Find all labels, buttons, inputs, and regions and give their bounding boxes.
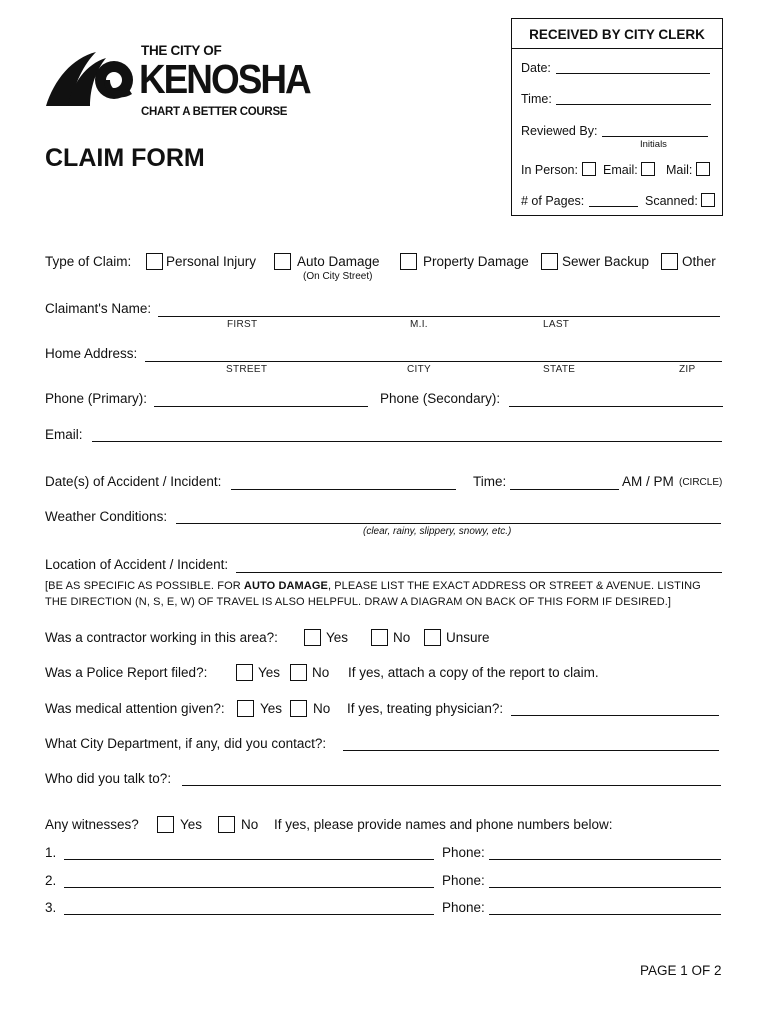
auto-damage-note: (On City Street) [303,271,373,282]
weather-field[interactable] [176,523,721,524]
location-instructions-c: , PLEASE LIST THE EXACT ADDRESS OR STREET & AVENUE. LISTING [327,580,701,592]
claimant-mi-sublabel: M.I. [410,319,428,330]
witness-3-phone-label: Phone: [442,900,485,915]
received-by-clerk-box [511,18,723,216]
witness-1-phone-label: Phone: [442,845,485,860]
address-street-sublabel: STREET [226,364,268,375]
location-field[interactable] [236,572,722,573]
accident-time-label: Time: [473,474,507,489]
kenosha-logo-mark-icon [44,50,134,108]
page-title: CLAIM FORM [45,144,205,172]
department-contact-field[interactable] [343,750,719,751]
clerk-date-field[interactable] [556,73,710,74]
police-no-checkbox[interactable] [290,664,307,681]
location-instructions-line2: THE DIRECTION (N, S, E, W) OF TRAVEL IS ALSO HELPFUL. DRAW A DIAGRAM ON BACK OF THIS FORM IF DESIRED.] [45,596,672,608]
witness-3-name-field[interactable] [64,914,434,915]
contractor-no-checkbox[interactable] [371,629,388,646]
contractor-unsure-label: Unsure [446,630,490,645]
talked-to-field[interactable] [182,785,721,786]
accident-time-field[interactable] [510,489,619,490]
witnesses-yes-label: Yes [180,817,203,832]
contractor-no-label: No [393,630,411,645]
claimant-name-field[interactable] [158,316,720,317]
medical-physician-label: If yes, treating physician?: [347,701,504,716]
location-instructions-auto-damage: AUTO DAMAGE [243,580,328,592]
medical-no-label: No [313,701,331,716]
home-address-label: Home Address: [45,346,138,361]
contractor-yes-checkbox[interactable] [304,629,321,646]
witnesses-no-label: No [241,817,259,832]
claimant-last-sublabel: LAST [543,319,570,330]
contractor-yes-label: Yes [326,630,349,645]
medical-physician-field[interactable] [511,715,719,716]
claimant-first-sublabel: FIRST [227,319,258,330]
clerk-initials-label: Initials [640,139,667,150]
location-instructions-line1 [45,580,701,592]
clerk-in-person-checkbox[interactable] [582,162,596,176]
am-pm-circle-note: (CIRCLE) [679,477,723,488]
medical-no-checkbox[interactable] [290,700,307,717]
witness-row-number: 2. [45,873,57,888]
clerk-email-checkbox[interactable] [641,162,655,176]
location-label: Location of Accident / Incident: [45,557,229,572]
clerk-mail-checkbox[interactable] [696,162,710,176]
witnesses-yes-checkbox[interactable] [157,816,174,833]
claim-type-auto-damage-checkbox[interactable] [274,253,291,270]
clerk-time-label: Time: [521,92,552,106]
am-pm-label: AM / PM [622,474,674,489]
claimant-name-label: Claimant's Name: [45,301,152,316]
police-report-question-label: Was a Police Report filed?: [45,665,208,680]
medical-yes-checkbox[interactable] [237,700,254,717]
weather-label: Weather Conditions: [45,509,168,524]
claim-type-other-label: Other [682,254,716,269]
police-yes-label: Yes [258,665,281,680]
page-number: PAGE 1 OF 2 [640,963,722,978]
clerk-time-field[interactable] [556,104,711,105]
police-yes-checkbox[interactable] [236,664,253,681]
clerk-pages-label: # of Pages: [521,194,585,208]
contractor-question-label: Was a contractor working in this area?: [45,630,278,645]
claim-type-label: Type of Claim: [45,254,132,269]
witnesses-note: If yes, please provide names and phone numbers below: [274,817,613,832]
talked-to-label: Who did you talk to?: [45,771,172,786]
police-note: If yes, attach a copy of the report to claim. [348,665,599,680]
location-instructions-a: [BE AS SPECIFIC AS POSSIBLE. FOR [45,580,244,592]
claim-type-sewer-backup-label: Sewer Backup [562,254,650,269]
clerk-scanned-label: Scanned: [645,194,698,208]
claim-type-other-checkbox[interactable] [661,253,678,270]
witness-2-phone-field[interactable] [489,887,721,888]
witness-1-phone-field[interactable] [489,859,721,860]
clerk-reviewed-field[interactable] [602,136,708,137]
accident-date-label: Date(s) of Accident / Incident: [45,474,222,489]
clerk-date-label: Date: [521,61,551,75]
claim-type-property-damage-checkbox[interactable] [400,253,417,270]
claim-type-personal-injury-checkbox[interactable] [146,253,163,270]
claim-type-sewer-backup-checkbox[interactable] [541,253,558,270]
phone-primary-field[interactable] [154,406,368,407]
logo-city-of: THE CITY OF [141,43,222,58]
witnesses-question-label: Any witnesses? [45,817,139,832]
claim-type-personal-injury-label: Personal Injury [166,254,257,269]
medical-yes-label: Yes [260,701,283,716]
clerk-scanned-checkbox[interactable] [701,193,715,207]
email-label: Email: [45,427,83,442]
witness-row-number: 1. [45,845,57,860]
logo-kenosha: KENOSHA [139,56,310,102]
home-address-field[interactable] [145,361,722,362]
address-city-sublabel: CITY [407,364,431,375]
logo-tagline: CHART A BETTER COURSE [141,106,288,118]
clerk-pages-field[interactable] [589,206,638,207]
address-state-sublabel: STATE [543,364,576,375]
clerk-mail-label: Mail: [666,163,693,177]
weather-hint: (clear, rainy, slippery, snowy, etc.) [363,526,512,537]
witness-1-name-field[interactable] [64,859,434,860]
phone-secondary-label: Phone (Secondary): [380,391,501,406]
phone-primary-label: Phone (Primary): [45,391,148,406]
clerk-reviewed-label: Reviewed By: [521,124,598,138]
clerk-in-person-label: In Person: [521,163,578,177]
claim-type-auto-damage-label: Auto Damage [297,254,380,269]
department-contact-label: What City Department, if any, did you contact?: [45,736,327,751]
claim-type-property-damage-label: Property Damage [423,254,529,269]
address-zip-sublabel: ZIP [679,364,696,375]
contractor-unsure-checkbox[interactable] [424,629,441,646]
witnesses-no-checkbox[interactable] [218,816,235,833]
medical-question-label: Was medical attention given?: [45,701,225,716]
accident-date-field[interactable] [231,489,456,490]
witness-2-phone-label: Phone: [442,873,485,888]
witness-row-number: 3. [45,900,57,915]
police-no-label: No [312,665,330,680]
email-field[interactable] [92,441,722,442]
witness-3-phone-field[interactable] [489,914,721,915]
witness-2-name-field[interactable] [64,887,434,888]
clerk-email-label: Email: [603,163,638,177]
clerk-box-title: RECEIVED BY CITY CLERK [512,19,722,49]
phone-secondary-field[interactable] [509,406,723,407]
